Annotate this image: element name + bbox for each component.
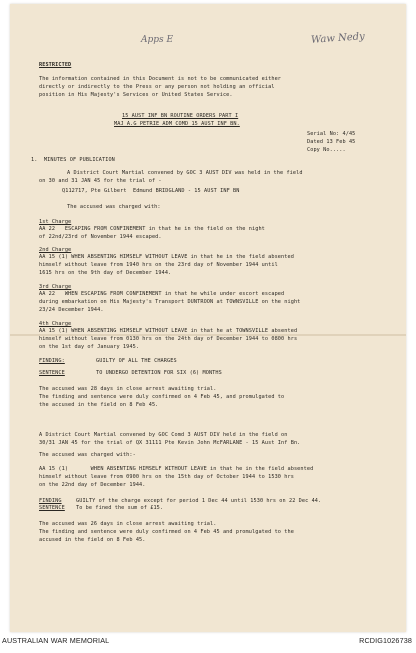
finding-text: GUILTY of the charge except for period 1 Dec 44 until 1530 hrs on 22 Dec 44. [76, 498, 322, 504]
case2-charge-line: AA 15 (1) WHEN ABSENTING HIMSELF WITHOUT LEAVE in that he in the field absented [39, 466, 314, 472]
charge-line: himself without leave from 1940 hrs on the 23rd day of November 1944 until [39, 262, 278, 268]
finding-label: FINDING: [39, 358, 65, 364]
sentence-text: To be fined the sum of £15. [76, 505, 164, 511]
charge-label: 1st Charge [39, 219, 72, 225]
case1-intro-line: on 30 and 31 JAN 45 for the trial of - [39, 178, 162, 184]
handwritten-corner-note: Waw Nedy [310, 31, 366, 46]
charge-line: AA 22 WHEN ESCAPING FROM CONFINEMENT in that he while under escort escaped [39, 291, 285, 297]
handwritten-margin-note: Apps E [141, 35, 174, 45]
charge-line: AA 22 ESCAPING FROM CONFINEMENT in that he in the field on the night [39, 226, 265, 232]
case2-intro-line: A District Court Martial convened by GOC Comd 3 AUST DIV held in the field on [39, 432, 288, 438]
copy-number: Copy No..... [307, 147, 346, 153]
case2-charge-line: on the 22nd day of December 1944. [39, 482, 146, 488]
charge-line: AA 15 (1) WHEN ABSENTING HIMSELF WITHOUT LEAVE in that he at TOWNSVILLE absented [39, 328, 298, 334]
charge-line: of 22nd/23rd of November 1944 escaped. [39, 234, 162, 240]
case1-charged-with: The accused was charged with: [67, 204, 161, 210]
charge-line: himself without leave from 0130 hrs on the 24th day of December 1944 to 0800 hrs [39, 336, 298, 342]
document-page [10, 4, 406, 632]
sentence-label: SENTENCE [39, 505, 65, 511]
case2-closing-line: accused in the field on 8 Feb 45. [39, 537, 146, 543]
charge-line: on the 1st day of January 1945. [39, 344, 140, 350]
case2-closing-line: The accused was 26 days in close arrest awaiting trial. [39, 521, 217, 527]
charge-line: 23/24 December 1944. [39, 307, 104, 313]
date-line: Dated 13 Feb 45 [307, 139, 356, 145]
charge-line: 1615 hrs on the 9th day of December 1944. [39, 270, 172, 276]
case2-intro-line: 30/31 JAN 45 for the trial of QX 31111 Pte Kevin John McFARLANE - 15 Aust Inf Bn. [39, 440, 301, 446]
case2-charged-with: The accused was charged with:- [39, 452, 136, 458]
section-heading: 1. MINUTES OF PUBLICATION [31, 157, 115, 163]
caution-line: The information contained in this Document is not to be communicated either [39, 76, 282, 82]
footer-archive-name: AUSTRALIAN WAR MEMORIAL [2, 636, 110, 645]
charge-label: 2nd Charge [39, 247, 72, 253]
charge-label: 4th Charge [39, 321, 72, 327]
case2-closing-line: The finding and sentence were duly confirmed on 4 Feb 45 and promulgated to the [39, 529, 294, 535]
case1-accused: Q112717, Pte Gilbert Edmund BRIDGLAND - 15 AUST INF BN [62, 188, 240, 194]
case1-closing-line: The finding and sentence were duly confirmed on 4 Feb 45, and promulgated to [39, 394, 285, 400]
serial-number: Serial No: 4/45 [307, 131, 356, 137]
charge-line: AA 15 (1) WHEN ABSENTING HIMSELF WITHOUT LEAVE in that he in the field absented [39, 254, 294, 260]
charge-label: 3rd Charge [39, 284, 72, 290]
sentence-label: SENTENCE [39, 370, 65, 376]
caution-line: position in His Majesty's Services or United States Service. [39, 92, 233, 98]
case1-closing-line: the accused in the field on 8 Feb 45. [39, 402, 159, 408]
case2-charge-line: himself without leave from 0900 hrs on the 15th day of October 1944 to 1530 hrs [39, 474, 294, 480]
orders-title: 15 AUST INF BN ROUTINE ORDERS PART I [122, 113, 239, 119]
orders-by: MAJ A.G PETRIE ADM COMD 15 AUST INF BN. [114, 121, 240, 127]
restricted-heading: RESTRICTED [39, 62, 72, 68]
finding-label: FINDING [39, 498, 62, 504]
charge-line: during embarkation on His Majesty's Transport DUNTROON at TOWNSVILLE on the night [39, 299, 301, 305]
case1-intro-line: A District Court Martial convened by GOC 3 AUST DIV was held in the field [67, 170, 303, 176]
finding-text: GUILTY OF ALL THE CHARGES [96, 358, 177, 364]
caution-line: directly or indirectly to the Press or any person not holding an official [39, 84, 275, 90]
case1-closing-line: The accused was 28 days in close arrest awaiting trial. [39, 386, 217, 392]
footer-record-id: RCDIG1026738 [359, 636, 412, 645]
sentence-text: TO UNDERGO DETENTION FOR SIX (6) MONTHS [96, 370, 222, 376]
